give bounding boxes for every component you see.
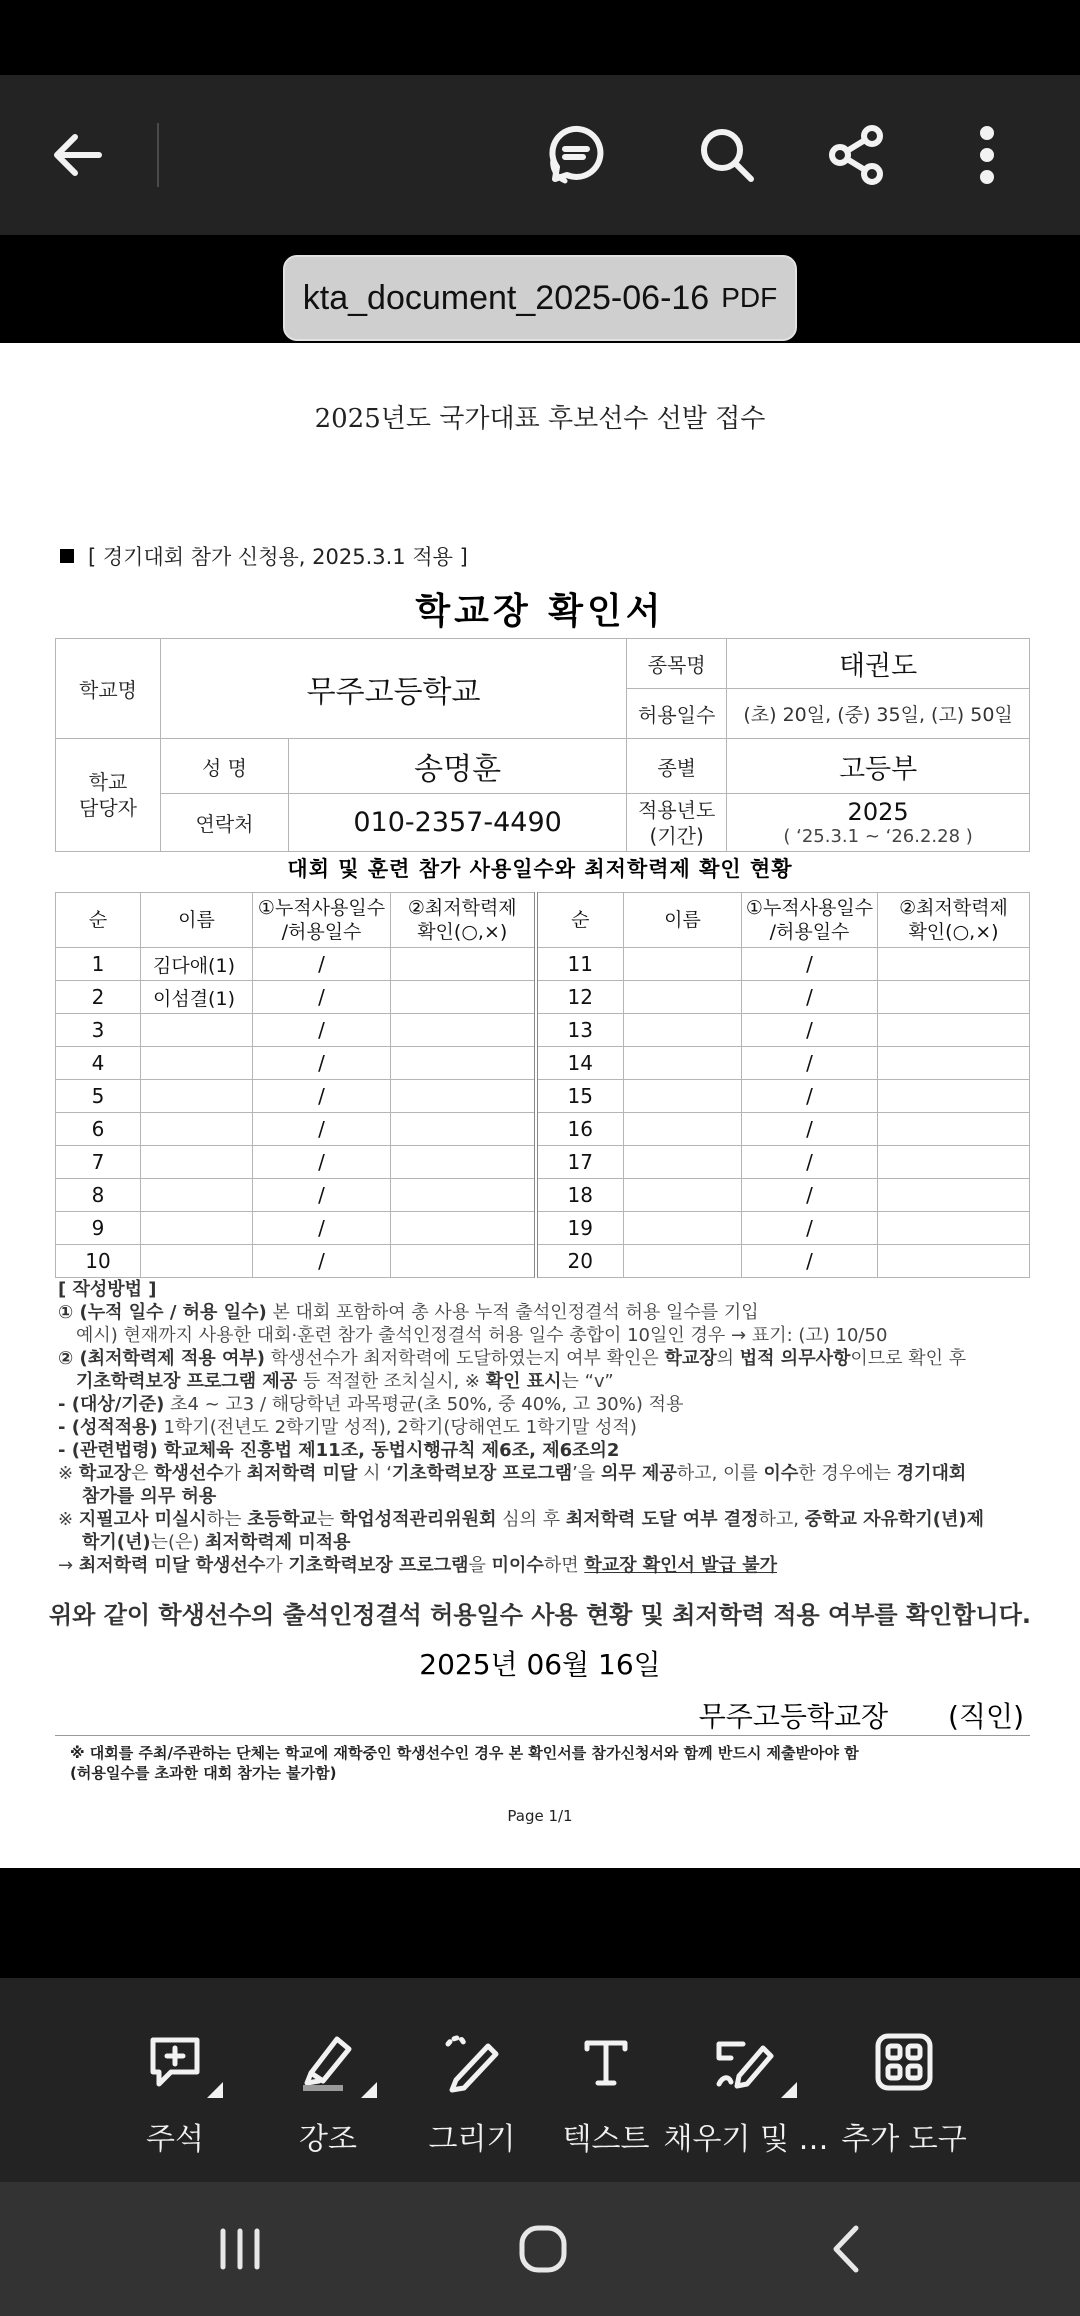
- table-row: [56, 1014, 1030, 1047]
- home-button[interactable]: [473, 2182, 613, 2316]
- row-days: /: [253, 948, 391, 981]
- sn3-t1: 가: [265, 1555, 289, 1576]
- row-no: 9: [56, 1212, 141, 1245]
- category-label: 종별: [627, 739, 727, 794]
- row-days: /: [742, 1080, 878, 1113]
- row-no: 18: [536, 1179, 624, 1212]
- sn1-line2: 참가를 의무 허용: [82, 1486, 217, 1507]
- table-row: [56, 1113, 1030, 1146]
- note-2-text-b: 의: [716, 1348, 740, 1369]
- sn1-t4: ’을: [572, 1463, 601, 1484]
- system-nav-bar: [0, 2182, 1080, 2316]
- back-arrow-icon: [49, 127, 105, 183]
- toolbar-divider: [157, 123, 159, 187]
- table-row: [56, 981, 1030, 1014]
- square-bullet-icon: [60, 549, 74, 563]
- row-name: 이섬결(1): [141, 981, 253, 1014]
- note-2-bold-b: 법적 의무사항: [739, 1348, 851, 1369]
- sn2-t2: 는: [316, 1509, 340, 1530]
- detail-1: [58, 1393, 1028, 1416]
- row-days: /: [742, 1179, 878, 1212]
- comments-icon: [543, 123, 607, 187]
- row-check: [391, 1146, 536, 1179]
- row-check: [878, 1080, 1030, 1113]
- detail-1-text: 초4 ~ 고3 / 해당학년 과목평균(초 50%, 중 40%, 고 30%) 적용: [164, 1394, 684, 1415]
- sn3-a: →: [58, 1555, 79, 1576]
- footnote: ※ 대회를 주최/주관하는 단체는 학교에 재학중인 학생선수인 경우 본 확인서를 참가신청서와 함께 반드시 제출받아야 함 (허용일수를 초과한 대회 참가는 불가함): [70, 1744, 859, 1782]
- sn2-b1: 지필고사 미실시: [78, 1509, 207, 1530]
- text-icon: [581, 2026, 631, 2098]
- sn1-t5: 하고, 이를: [676, 1463, 764, 1484]
- row-no: 8: [56, 1179, 141, 1212]
- row-name: [624, 1179, 742, 1212]
- roster-table: [55, 892, 1030, 1278]
- special-note-1-line-2: [58, 1485, 1028, 1508]
- manager-label: 학교 담당자: [56, 739, 161, 852]
- row-name: [624, 1245, 742, 1278]
- school-label: 학교명: [56, 639, 161, 739]
- table-row: [56, 1212, 1030, 1245]
- recent-apps-button[interactable]: [170, 2182, 310, 2316]
- viewer-background: [0, 1868, 1080, 1978]
- header-no-2: 순: [536, 893, 624, 948]
- note-2-line2-end: 는 “v”: [561, 1371, 614, 1392]
- table-row: [56, 1047, 1030, 1080]
- row-name: [141, 1179, 253, 1212]
- year-label: 적용년도 (기간): [627, 794, 727, 852]
- row-days: /: [742, 1245, 878, 1278]
- file-extension: PDF: [721, 282, 778, 313]
- tool-comment[interactable]: [100, 1978, 250, 2182]
- edit-toolbar: [0, 1978, 1080, 2182]
- allowed-value: (초) 20일, (중) 35일, (고) 50일: [727, 689, 1030, 739]
- home-icon: [518, 2224, 568, 2274]
- year-value: 2025: [847, 798, 909, 826]
- row-name: [141, 1014, 253, 1047]
- search-icon: [697, 125, 757, 185]
- detail-3: [58, 1439, 1028, 1462]
- row-days: /: [742, 948, 878, 981]
- principal-name: 무주고등학교장: [698, 1700, 889, 1733]
- detail-1-label: - (대상/기준): [58, 1394, 165, 1415]
- nav-back-icon: [828, 2224, 864, 2274]
- sn3-b2: 기초학력보장 프로그램: [288, 1555, 469, 1576]
- row-no: 4: [56, 1047, 141, 1080]
- submenu-triangle-icon: [781, 2082, 797, 2098]
- row-days: /: [742, 981, 878, 1014]
- school-value: 무주고등학교: [161, 639, 627, 739]
- page-number: Page 1/1: [507, 1807, 573, 1825]
- sn3-t2: 을: [468, 1555, 492, 1576]
- sn1-t3: 시 ‘: [357, 1463, 392, 1484]
- notes-heading: [ 작성방법 ]: [58, 1279, 157, 1300]
- row-name: [141, 1212, 253, 1245]
- name-label: 성 명: [161, 739, 289, 794]
- tool-label: 텍스트: [562, 2122, 650, 2157]
- special-note-1: [58, 1462, 1028, 1485]
- sn2-line2-b1: 학기(년): [82, 1532, 151, 1553]
- row-name: 김다애(1): [141, 948, 253, 981]
- note-2: [58, 1347, 1028, 1370]
- event-label: 종목명: [627, 639, 727, 689]
- special-note-2-line-2: [58, 1531, 1028, 1554]
- sn2-t3: 심의 후: [496, 1509, 566, 1530]
- note-1-label: ① (누적 일수 / 허용 일수): [58, 1302, 267, 1323]
- detail-3-label: - (관련법령): [58, 1440, 158, 1461]
- row-days: /: [253, 1179, 391, 1212]
- header-no: 순: [56, 893, 141, 948]
- row-days: /: [742, 1014, 878, 1047]
- header-name: 이름: [141, 893, 253, 948]
- tool-label: 강조: [299, 2122, 357, 2157]
- fill-sign-icon: [713, 2026, 779, 2098]
- row-no: 11: [536, 948, 624, 981]
- note-2-text-a: 학생선수가 최저학력에 도달하였는지 여부 확인은: [264, 1348, 665, 1369]
- row-no: 16: [536, 1113, 624, 1146]
- note-2-line2-bold2: 확인 표시: [485, 1371, 562, 1392]
- principal-signature: [699, 1695, 1024, 1735]
- sn2-b3: 학업성적관리위원회: [339, 1509, 497, 1530]
- header-cumulative-2: ①누적사용일수 /허용일수: [742, 893, 878, 948]
- header-academic: ②최저학력제 확인(○,×): [391, 893, 536, 948]
- name-value: 송명훈: [289, 739, 627, 794]
- row-check: [391, 1113, 536, 1146]
- row-check: [391, 1047, 536, 1080]
- sn1-t2: 가: [223, 1463, 247, 1484]
- row-check: [391, 1080, 536, 1113]
- more-options-button[interactable]: [932, 75, 1042, 235]
- seal-label: (직인): [948, 1700, 1024, 1733]
- top-app-bar: [0, 75, 1080, 235]
- row-days: /: [253, 1113, 391, 1146]
- detail-2-label: - (성적적용): [58, 1417, 158, 1438]
- row-no: 2: [56, 981, 141, 1014]
- sn3-t3: 하면: [543, 1555, 585, 1576]
- doc-title: 학교장 확인서: [415, 591, 665, 632]
- detail-3-text: 학교체육 진흥법 제11조, 동법시행규칙 제6조, 제6조의2: [157, 1440, 620, 1461]
- sn1-t6: 한 경우에는: [798, 1463, 897, 1484]
- row-no: 3: [56, 1014, 141, 1047]
- row-name: [141, 1047, 253, 1080]
- footer-divider: [55, 1735, 1030, 1736]
- sn2-b2: 초등학교: [247, 1509, 317, 1530]
- header-name-2: 이름: [624, 893, 742, 948]
- row-name: [624, 948, 742, 981]
- sn1-a: ※: [58, 1463, 79, 1484]
- row-check: [878, 1245, 1030, 1278]
- pdf-page[interactable]: [0, 343, 1080, 1868]
- row-check: [391, 1179, 536, 1212]
- note-1-text: 본 대회 포함하여 총 사용 누적 출석인정결석 허용 일수를 기입: [266, 1302, 759, 1323]
- confirmation-statement: 위와 같이 학생선수의 출석인정결석 허용일수 사용 현황 및 최저학력 적용 여부를 확인합니다.: [48, 1601, 1032, 1629]
- sn2-a: ※: [58, 1509, 79, 1530]
- row-check: [878, 1047, 1030, 1080]
- row-days: /: [742, 1146, 878, 1179]
- sn2-line2-b2: 최저학력제 미적용: [205, 1532, 351, 1553]
- nav-back-button[interactable]: [776, 2182, 916, 2316]
- table-row: [56, 948, 1030, 981]
- more-tools-icon: [874, 2026, 934, 2098]
- row-name: [624, 1014, 742, 1047]
- row-check: [391, 981, 536, 1014]
- doc-header: 2025년도 국가대표 후보선수 선발 접수: [314, 404, 766, 434]
- row-no: 15: [536, 1080, 624, 1113]
- row-days: /: [253, 981, 391, 1014]
- row-days: /: [742, 1212, 878, 1245]
- note-2-label: ② (최저학력제 적용 여부): [58, 1348, 265, 1369]
- row-days: /: [253, 1047, 391, 1080]
- row-check: [391, 1014, 536, 1047]
- sn1-b4: 기초학력보장 프로그램: [391, 1463, 573, 1484]
- detail-2: [58, 1416, 1028, 1439]
- table-row: [56, 1245, 1030, 1278]
- table-row: [56, 1080, 1030, 1113]
- sn3-b3: 미이수: [491, 1555, 544, 1576]
- row-check: [878, 1179, 1030, 1212]
- file-name: kta_document_2025-06-16: [302, 278, 710, 317]
- row-name: [141, 1146, 253, 1179]
- special-note-2: [58, 1508, 1028, 1531]
- row-no: 20: [536, 1245, 624, 1278]
- row-no: 1: [56, 948, 141, 981]
- row-days: /: [253, 1014, 391, 1047]
- row-check: [878, 1146, 1030, 1179]
- submenu-triangle-icon: [207, 2082, 223, 2098]
- note-1-example: 예시) 현재까지 사용한 대회·훈련 참가 출석인정결석 허용 일수 총합이 10일인 경우 → 표기: (고) 10/50: [76, 1325, 888, 1346]
- sn2-b4: 최저학력 도달 여부 결정: [565, 1509, 759, 1530]
- status-bar-area: [0, 0, 1080, 75]
- row-check: [878, 1014, 1030, 1047]
- tool-label: 추가 도구: [841, 2122, 967, 2157]
- row-name: [624, 1212, 742, 1245]
- contact-value: 010-2357-4490: [289, 794, 627, 852]
- row-name: [624, 1080, 742, 1113]
- detail-2-text: 1학기(전년도 2학기말 성적), 2학기(당해연도 1학기말 성적): [157, 1417, 637, 1438]
- row-check: [878, 981, 1030, 1014]
- row-no: 7: [56, 1146, 141, 1179]
- row-days: /: [742, 1047, 878, 1080]
- header-academic-2: ②최저학력제 확인(○,×): [878, 893, 1030, 948]
- tool-text[interactable]: [531, 1978, 681, 2182]
- row-days: /: [742, 1113, 878, 1146]
- sn1-b5: 의무 제공: [600, 1463, 677, 1484]
- sn2-b5: 중학교 자유학기(년)제: [804, 1509, 984, 1530]
- row-check: [878, 948, 1030, 981]
- comments-button[interactable]: [520, 75, 630, 235]
- school-info-table: [55, 638, 1030, 852]
- highlighter-icon: [297, 2026, 359, 2098]
- tool-label: 채우기 및 …: [663, 2122, 829, 2157]
- sn2-t4: 하고,: [758, 1509, 805, 1530]
- row-no: 10: [56, 1245, 141, 1278]
- row-no: 17: [536, 1146, 624, 1179]
- row-name: [624, 1146, 742, 1179]
- event-value: 태권도: [727, 639, 1030, 689]
- note-2-line2-bold: 기초학력보장 프로그램 제공: [76, 1371, 298, 1392]
- pen-draw-icon: [440, 2026, 504, 2098]
- issue-date: 2025년 06월 16일: [419, 1648, 661, 1681]
- tool-fill-sign[interactable]: [663, 1978, 829, 2182]
- note-1: [58, 1301, 1028, 1324]
- row-days: /: [253, 1080, 391, 1113]
- sn1-b2: 학생선수: [154, 1463, 224, 1484]
- file-name-area: [0, 235, 1080, 343]
- tool-more[interactable]: [829, 1978, 979, 2182]
- note-2-line-2: [58, 1370, 1028, 1393]
- row-days: /: [253, 1245, 391, 1278]
- share-button[interactable]: [802, 75, 912, 235]
- sn1-t1: 은: [130, 1463, 155, 1484]
- table-row: [56, 1179, 1030, 1212]
- row-no: 19: [536, 1212, 624, 1245]
- note-2-bold-a: 학교장: [664, 1348, 717, 1369]
- more-vertical-icon: [977, 125, 997, 185]
- category-value: 고등부: [727, 739, 1030, 794]
- search-button[interactable]: [672, 75, 782, 235]
- row-name: [624, 981, 742, 1014]
- section-title: 대회 및 훈련 참가 사용일수와 최저학력제 확인 현황: [287, 857, 793, 881]
- row-name: [141, 1080, 253, 1113]
- table-row: [56, 1146, 1030, 1179]
- row-days: /: [253, 1212, 391, 1245]
- share-icon: [826, 124, 888, 186]
- row-days: /: [253, 1146, 391, 1179]
- row-check: [391, 1245, 536, 1278]
- submenu-triangle-icon: [361, 2082, 377, 2098]
- sn1-b3: 최저학력 미달: [246, 1463, 358, 1484]
- tool-draw[interactable]: [397, 1978, 547, 2182]
- row-name: [141, 1113, 253, 1146]
- doc-subtitle: [60, 541, 468, 571]
- row-check: [878, 1113, 1030, 1146]
- sn1-b7: 경기대회: [896, 1463, 967, 1484]
- sn3-b4: 학교장 확인서 발급 불가: [584, 1555, 777, 1576]
- special-note-3: [58, 1554, 1028, 1577]
- row-check: [878, 1212, 1030, 1245]
- contact-label: 연락처: [161, 794, 289, 852]
- back-button[interactable]: [22, 75, 132, 235]
- sn1-b1: 학교장: [78, 1463, 131, 1484]
- row-name: [141, 1245, 253, 1278]
- row-name: [624, 1047, 742, 1080]
- comment-plus-icon: [145, 2026, 205, 2098]
- doc-subtitle-text: [ 경기대회 참가 신청용, 2025.3.1 적용 ]: [88, 545, 468, 569]
- row-check: [391, 948, 536, 981]
- tool-highlight[interactable]: [253, 1978, 403, 2182]
- allowed-label: 허용일수: [627, 689, 727, 739]
- tool-label: 그리기: [428, 2122, 516, 2157]
- row-name: [624, 1113, 742, 1146]
- sn3-b1: 최저학력 미달 학생선수: [78, 1555, 266, 1576]
- tool-label: 주석: [146, 2122, 204, 2157]
- header-cumulative: ①누적사용일수 /허용일수: [253, 893, 391, 948]
- row-no: 6: [56, 1113, 141, 1146]
- year-cell: [727, 794, 1030, 852]
- row-no: 5: [56, 1080, 141, 1113]
- recent-apps-icon: [217, 2227, 263, 2271]
- sn2-line2-t: 는(은): [150, 1532, 206, 1553]
- sn1-b6: 이수: [763, 1463, 799, 1484]
- row-no: 14: [536, 1047, 624, 1080]
- row-check: [391, 1212, 536, 1245]
- writing-instructions: [58, 1278, 1028, 1577]
- row-no: 13: [536, 1014, 624, 1047]
- sn2-t1: 하는: [206, 1509, 248, 1530]
- row-no: 12: [536, 981, 624, 1014]
- file-name-chip[interactable]: [283, 255, 797, 341]
- note-2-text-c: 이므로 확인 후: [850, 1348, 967, 1369]
- period-value: ( ‘25.3.1 ~ ‘26.2.28 ): [783, 826, 973, 847]
- note-2-line2-text: 등 적절한 조치실시, ※: [297, 1371, 486, 1392]
